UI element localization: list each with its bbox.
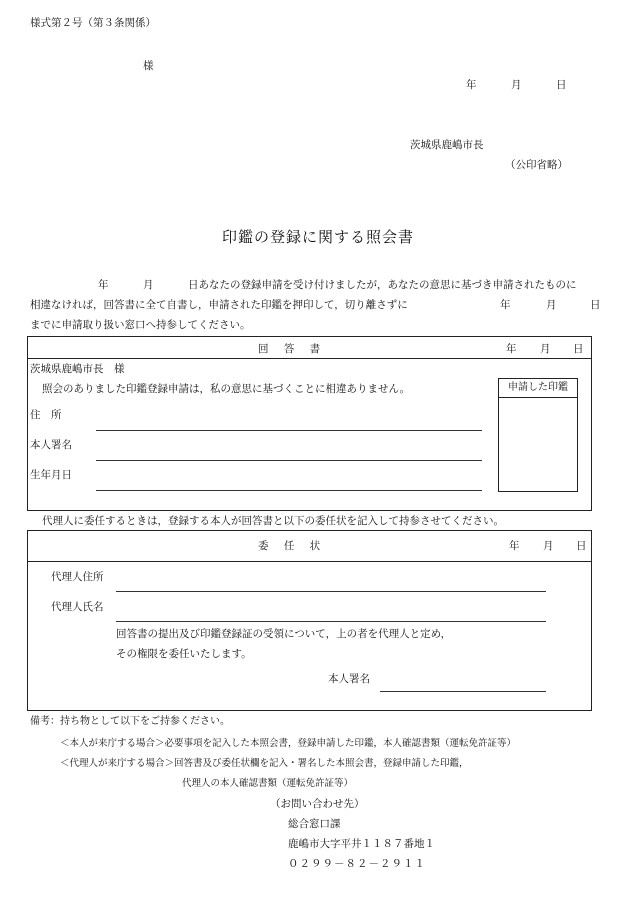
notes-self: ＜本人が来庁する場合＞必要事項を記入した本照会書，登録申請した印鑑，本人確認書類（運転免許証等） — [60, 738, 517, 749]
body-line2-day: 日 — [590, 299, 601, 311]
proxy-name-label: 代理人氏名 — [51, 601, 104, 613]
proxy-address-label: 代理人住所 — [51, 571, 104, 583]
reply-field-label-birthdate: 生年月日 — [30, 469, 72, 481]
sender-name: 茨城県鹿嶋市長 — [410, 139, 484, 151]
contact-address: 鹿嶋市大字平井１１８７番地１ — [288, 838, 435, 850]
header-date-year: 年 — [466, 79, 477, 91]
proxy-signature-label: 本人署名 — [328, 673, 370, 685]
reply-heading: 回 答 書 — [258, 343, 327, 355]
proxy-name-line[interactable] — [116, 621, 546, 622]
reply-date-month: 月 — [540, 343, 551, 355]
body-line2-year: 年 — [500, 299, 511, 311]
seal-omitted-note: （公印省略） — [505, 159, 568, 171]
reply-statement: 照会のありました印鑑登録申請は，私の意思に基づくことに相違ありません。 — [42, 383, 411, 395]
body-line3-text: までに申請取り扱い窓口へ持参してください。 — [30, 319, 251, 331]
reply-signature-line[interactable] — [96, 460, 482, 461]
header-date-day: 日 — [556, 79, 567, 91]
body-line1-year: 年 — [98, 279, 109, 291]
reply-section — [27, 336, 592, 511]
proxy-date-year: 年 — [509, 540, 520, 552]
reply-date-year: 年 — [506, 343, 517, 355]
notes-agent-2: 代理人の本人確認書類（運転免許証等） — [182, 778, 354, 789]
reply-address-line[interactable] — [96, 430, 482, 431]
proxy-date-day: 日 — [576, 540, 587, 552]
body-line2-text: 相違なければ，回答書に全て自書し，申請された印鑑を押印して，切り離さずに — [30, 299, 408, 311]
proxy-date-month: 月 — [543, 540, 554, 552]
proxy-delegation-text-1: 回答書の提出及び印鑑登録証の受領について，上の者を代理人と定め， — [116, 628, 452, 640]
document-title: 印鑑の登録に関する照会書 — [222, 228, 415, 246]
proxy-signature-line[interactable] — [380, 691, 546, 692]
reply-field-label-address: 住 所 — [30, 409, 62, 421]
reply-birthdate-line[interactable] — [96, 490, 482, 491]
proxy-section — [27, 530, 592, 711]
proxy-note: 代理人に委任するときは，登録する本人が回答書と以下の委任状を記入して持参させてください。 — [42, 515, 504, 527]
reply-date-day: 日 — [573, 343, 584, 355]
notes-intro: 備考：持ち物として以下をご持参ください。 — [30, 716, 230, 727]
addressee-suffix: 様 — [143, 60, 154, 72]
notes-agent-1: ＜代理人が来庁する場合＞回答書及び委任状欄を記入・署名した本照会書，登録申請した印鑑， — [60, 758, 469, 769]
contact-phone: ０２９９－８２－２９１１ — [288, 858, 426, 870]
registered-seal-label: 申請した印鑑 — [499, 379, 577, 398]
body-line1-month: 月 — [143, 279, 154, 291]
contact-department: 総合窓口課 — [288, 818, 341, 830]
proxy-address-line[interactable] — [116, 591, 546, 592]
proxy-heading-divider — [28, 561, 591, 562]
form-number: 様式第２号（第３条関係） — [30, 17, 156, 29]
reply-field-label-signature: 本人署名 — [30, 439, 72, 451]
body-line2-month: 月 — [546, 299, 557, 311]
proxy-heading: 委 任 状 — [258, 540, 327, 552]
contact-heading: （お問い合わせ先） — [270, 798, 365, 810]
header-date-month: 月 — [511, 79, 522, 91]
proxy-delegation-text-2: その権限を委任いたします。 — [116, 648, 252, 660]
reply-heading-divider — [28, 358, 591, 359]
reply-addressee: 茨城県鹿嶋市長 様 — [30, 363, 125, 375]
body-line1-text: 日あなたの登録申請を受け付けましたが，あなたの意思に基づき申請されたものに — [188, 279, 577, 291]
registered-seal-box[interactable] — [498, 378, 578, 492]
